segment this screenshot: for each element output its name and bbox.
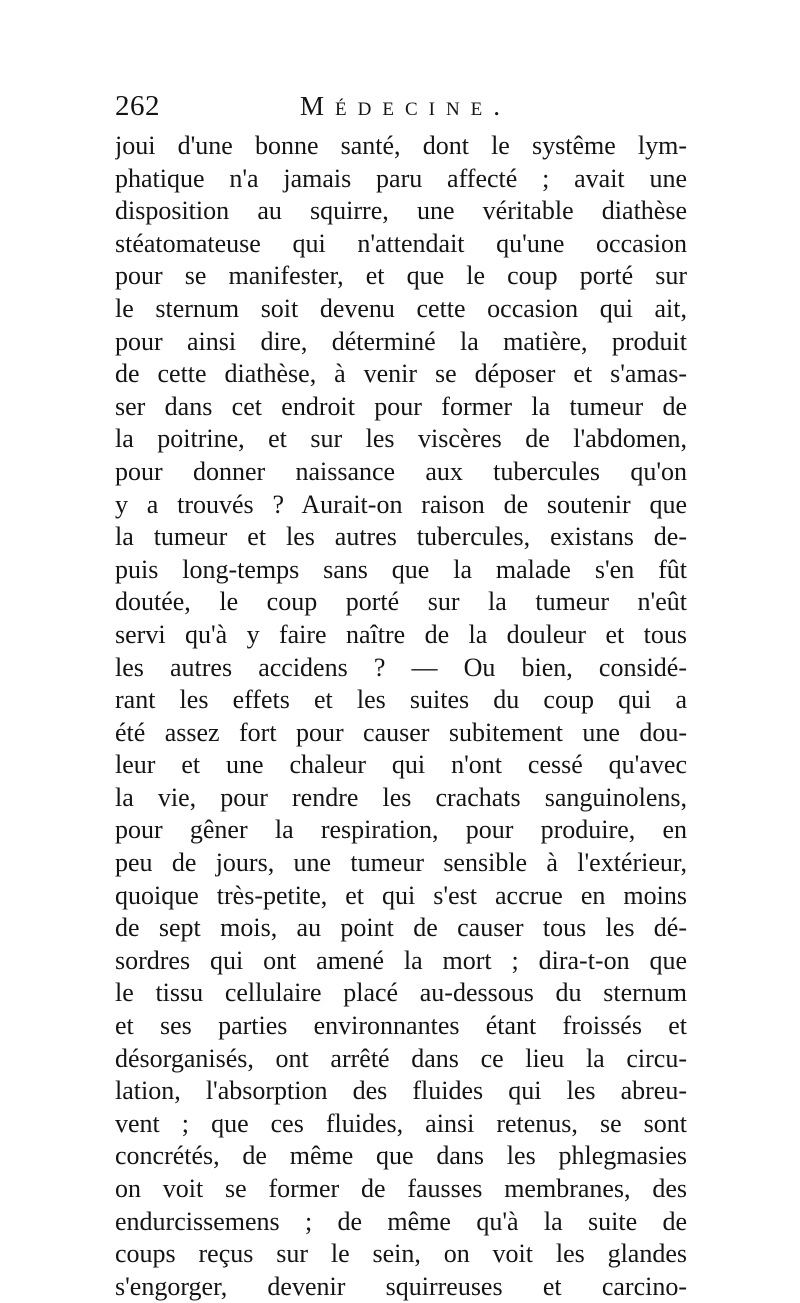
text-line: leur et une chaleur qui n'ont cessé qu'avec — [115, 750, 687, 780]
text-line: sordres qui ont amené la mort ; dira-t-on que — [115, 945, 687, 975]
running-head — [115, 84, 685, 128]
running-title: Médecine. — [300, 91, 512, 121]
text-line: les autres accidens ? — Ou bien, considé- — [115, 652, 687, 682]
text-line: la vie, pour rendre les crachats sanguinolens, — [115, 782, 687, 812]
text-line: rant les effets et les suites du coup qui a — [115, 685, 687, 715]
text-line: concrétés, de même que dans les phlegmasies — [115, 1141, 687, 1171]
text-line: pour ainsi dire, déterminé la matière, produit — [115, 326, 687, 356]
text-line: disposition au squirre, une véritable diathèse — [115, 196, 687, 226]
text-line: stéatomateuse qui n'attendait qu'une occasion — [115, 228, 687, 258]
text-line: la tumeur et les autres tubercules, existans de- — [115, 522, 687, 552]
text-line: puis long-temps sans que la malade s'en fût — [115, 554, 687, 584]
text-line: peu de jours, une tumeur sensible à l'extérieur, — [115, 848, 687, 878]
text-line: lation, l'absorption des fluides qui les abreu- — [115, 1076, 687, 1106]
text-line: doutée, le coup porté sur la tumeur n'eût — [115, 587, 687, 617]
text-line: phatique n'a jamais paru affecté ; avait une — [115, 163, 687, 193]
text-line: été assez fort pour causer subitement une dou- — [115, 717, 687, 747]
text-line: la poitrine, et sur les viscères de l'abdomen, — [115, 424, 687, 454]
text-line: s'engorger, devenir squirreuses et carcino- — [115, 1271, 687, 1301]
text-line: endurcissemens ; de même qu'à la suite de — [115, 1206, 687, 1236]
text-line: et ses parties environnantes étant froissés et — [115, 1011, 687, 1041]
body-text — [115, 130, 687, 1303]
text-line: coups reçus sur le sein, on voit les glandes — [115, 1239, 687, 1269]
text-line: désorganisés, ont arrêté dans ce lieu la circu- — [115, 1043, 687, 1073]
text-line: vent ; que ces fluides, ainsi retenus, se sont — [115, 1108, 687, 1138]
text-line: le sternum soit devenu cette occasion qui ait, — [115, 293, 687, 323]
text-line: servi qu'à y faire naître de la douleur et tous — [115, 619, 687, 649]
text-line: pour gêner la respiration, pour produire, en — [115, 815, 687, 845]
page-number: 262 — [115, 90, 160, 122]
text-line: pour donner naissance aux tubercules qu'on — [115, 456, 687, 486]
text-line: pour se manifester, et que le coup porté sur — [115, 261, 687, 291]
text-line: le tissu cellulaire placé au-dessous du sternum — [115, 978, 687, 1008]
text-line: joui d'une bonne santé, dont le systême lym- — [115, 131, 687, 160]
text-line: de cette diathèse, à venir se déposer et s'amas- — [115, 359, 687, 389]
text-line: de sept mois, au point de causer tous les dé- — [115, 913, 687, 943]
text-line: on voit se former de fausses membranes, des — [115, 1174, 687, 1203]
text-line: ser dans cet endroit pour former la tumeur de — [115, 391, 687, 421]
text-line: y a trouvés ? Aurait-on raison de soutenir que — [115, 489, 687, 519]
text-line: quoique très-petite, et qui s'est accrue en moins — [115, 880, 687, 910]
